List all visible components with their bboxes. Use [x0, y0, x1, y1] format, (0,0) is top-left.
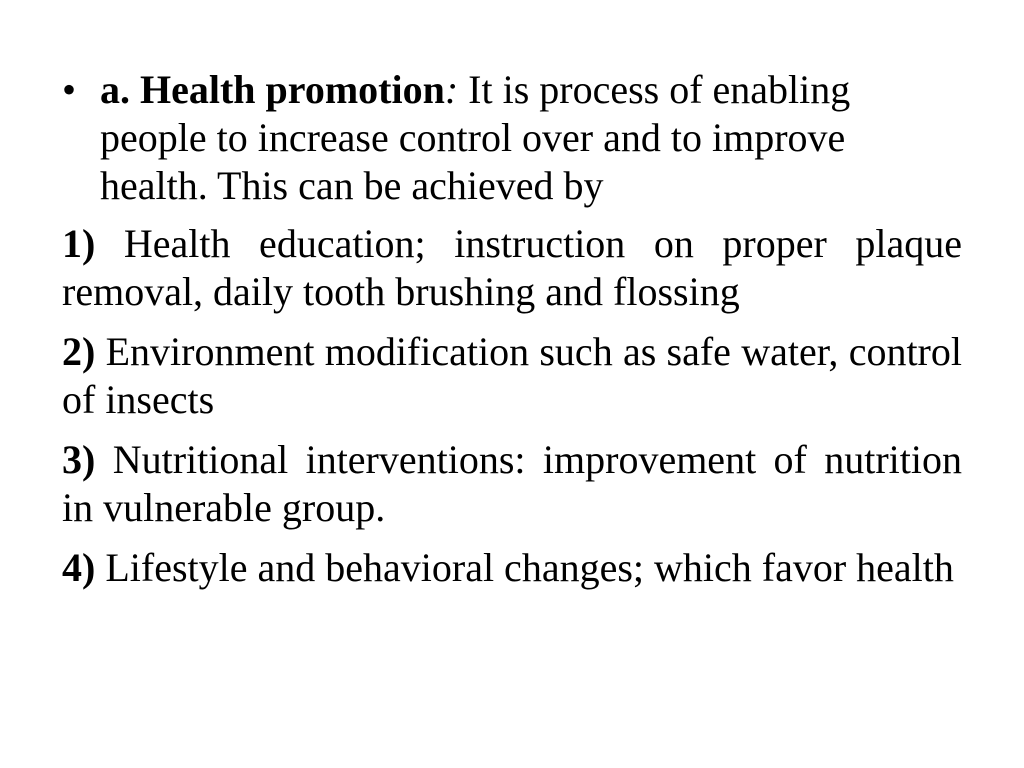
item-number: 1) [62, 221, 96, 266]
bullet-paragraph [62, 66, 962, 210]
item-text: Nutritional interventions: improvement of nutrition in vulnerable group. [62, 437, 962, 530]
bullet-heading: a. Health promotion [100, 67, 445, 112]
item-text: Environment modification such as safe water, control of insects [62, 329, 962, 422]
item-text: Health education; instruction on proper plaque removal, daily tooth brushing and flossing [62, 221, 962, 314]
item-number: 2) [62, 329, 96, 374]
list-item [62, 220, 962, 316]
item-number: 3) [62, 437, 96, 482]
bullet-text: It is process of enabling people to increase control over and to improve health. This can be achieved by [100, 67, 851, 208]
item-number: 4) [62, 545, 96, 590]
item-text: Lifestyle and behavioral changes; which favor health [95, 545, 954, 590]
slide-body [62, 66, 962, 604]
bullet-dot-icon: • [62, 67, 77, 112]
list-item [62, 436, 962, 532]
list-item [62, 328, 962, 424]
bullet-colon: : [444, 67, 459, 112]
list-item [62, 544, 962, 592]
